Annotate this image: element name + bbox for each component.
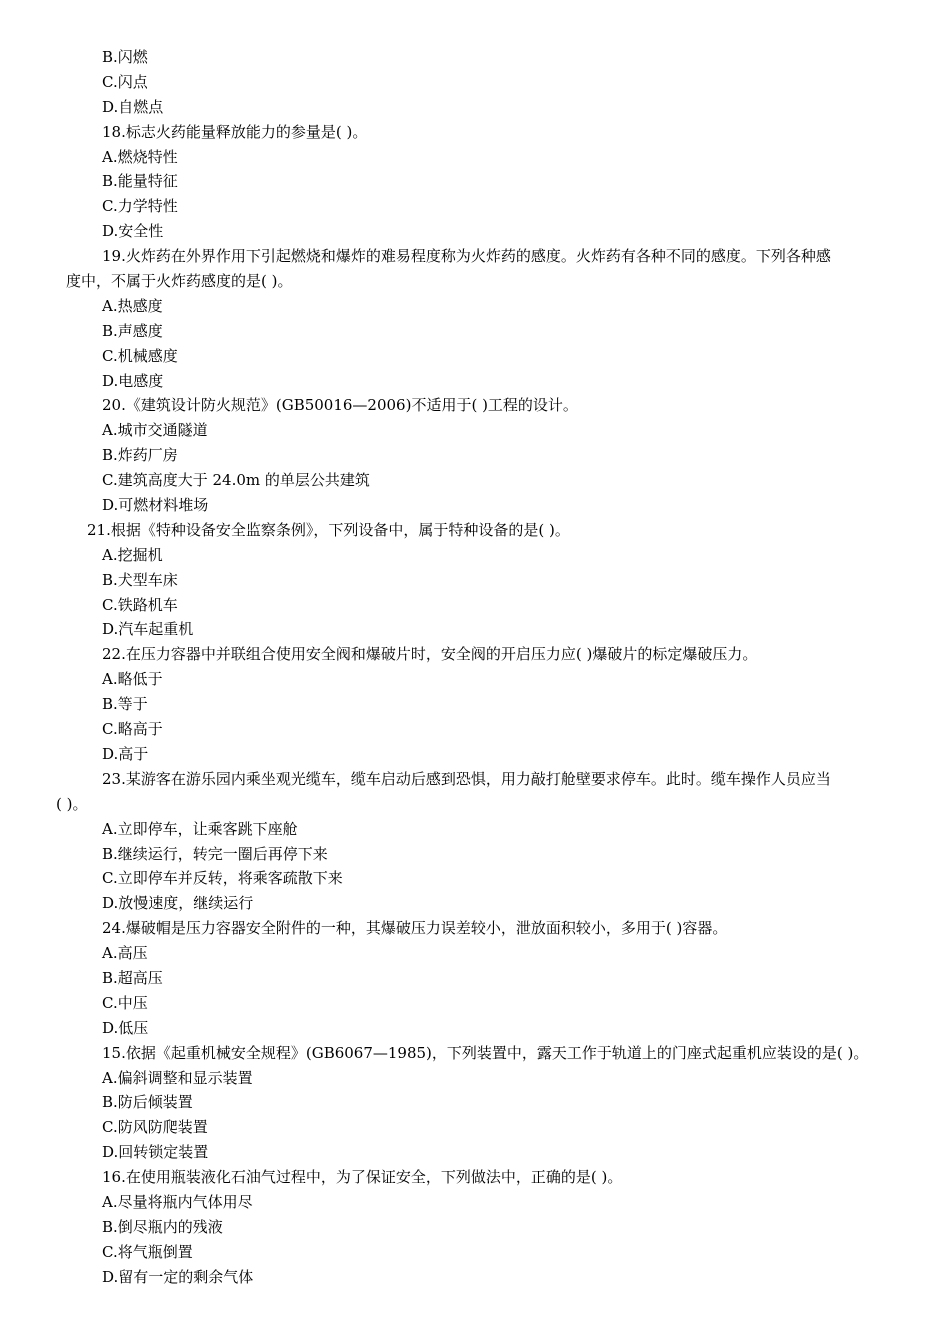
answer-option: A.尽量将瓶内气体用尽 <box>102 1192 253 1211</box>
answer-option: D.低压 <box>102 1018 149 1037</box>
question-text: 16.在使用瓶装液化石油气过程中，为了保证安全，下列做法中，正确的是( )。 <box>102 1168 623 1187</box>
answer-option: A.挖掘机 <box>102 545 163 564</box>
answer-option: B.倒尽瓶内的残液 <box>102 1217 223 1236</box>
answer-option: D.汽车起重机 <box>102 620 194 639</box>
answer-option: C.立即停车并反转，将乘客疏散下来 <box>102 869 343 888</box>
answer-option: B.防后倾装置 <box>102 1093 193 1112</box>
answer-option: C.闪点 <box>102 72 148 91</box>
answer-option: D.高于 <box>102 744 149 763</box>
answer-option: C.机械感度 <box>102 346 178 365</box>
answer-option: A.略低于 <box>102 670 163 689</box>
question-text: ( )。 <box>56 794 88 813</box>
answer-option: B.炸药厂房 <box>102 446 178 465</box>
answer-option: C.略高于 <box>102 720 163 739</box>
answer-option: D.安全性 <box>102 222 164 241</box>
answer-option: C.力学特性 <box>102 197 178 216</box>
answer-option: A.热感度 <box>102 296 163 315</box>
question-text: 度中，不属于火炸药感度的是( )。 <box>66 272 293 291</box>
answer-option: A.高压 <box>102 944 148 963</box>
answer-option: D.自燃点 <box>102 97 164 116</box>
answer-option: D.可燃材料堆场 <box>102 496 209 515</box>
question-text: 21.根据《特种设备安全监察条例》，下列设备中，属于特种设备的是( )。 <box>87 520 570 539</box>
answer-option: A.立即停车，让乘客跳下座舱 <box>102 819 298 838</box>
answer-option: B.闪燃 <box>102 48 148 66</box>
document-page <box>0 45 950 1290</box>
answer-option: C.将气瓶倒置 <box>102 1242 193 1261</box>
answer-option: B.声感度 <box>102 321 163 340</box>
answer-option: B.能量特征 <box>102 172 178 191</box>
question-text: 23.某游客在游乐园内乘坐观光缆车，缆车启动后感到恐惧，用力敲打舱壁要求停车。此时。缆车操作人员应当 <box>102 769 831 788</box>
question-text: 22.在压力容器中并联组合使用安全阀和爆破片时，安全阀的开启压力应( )爆破片的标定爆破压力。 <box>102 645 758 664</box>
question-text: 18.标志火药能量释放能力的参量是( )。 <box>102 122 368 141</box>
answer-option: C.铁路机车 <box>102 595 178 614</box>
answer-option: B.等于 <box>102 695 148 714</box>
answer-option: A.燃烧特性 <box>102 147 178 166</box>
answer-option: B.超高压 <box>102 968 163 987</box>
answer-option: A.偏斜调整和显示装置 <box>102 1068 253 1087</box>
question-text: 24.爆破帽是压力容器安全附件的一种，其爆破压力误差较小，泄放面积较小，多用于( )容器。 <box>102 919 728 938</box>
answer-option: D.放慢速度，继续运行 <box>102 894 254 913</box>
answer-option: A.城市交通隧道 <box>102 421 208 440</box>
answer-option: C.防风防爬装置 <box>102 1118 208 1137</box>
question-text: 20.《建筑设计防火规范》(GB50016—2006)不适用于( )工程的设计。 <box>102 396 578 415</box>
answer-option: C.建筑高度大于 24.0m 的单层公共建筑 <box>102 471 370 490</box>
question-text: 15.依据《起重机械安全规程》(GB6067—1985)，下列装置中，露天工作于轨道上的门座式起重机应装设的是( )。 <box>102 1043 869 1062</box>
answer-option: C.中压 <box>102 993 148 1012</box>
answer-option: B.继续运行，转完一圈后再停下来 <box>102 844 328 863</box>
answer-option: D.留有一定的剩余气体 <box>102 1267 254 1286</box>
answer-option: D.回转锁定装置 <box>102 1143 209 1162</box>
question-text: 19.火炸药在外界作用下引起燃烧和爆炸的难易程度称为火炸药的感度。火炸药有各种不同的感度。下列各种感 <box>102 247 831 266</box>
answer-option: D.电感度 <box>102 371 164 390</box>
answer-option: B.犬型车床 <box>102 570 178 589</box>
